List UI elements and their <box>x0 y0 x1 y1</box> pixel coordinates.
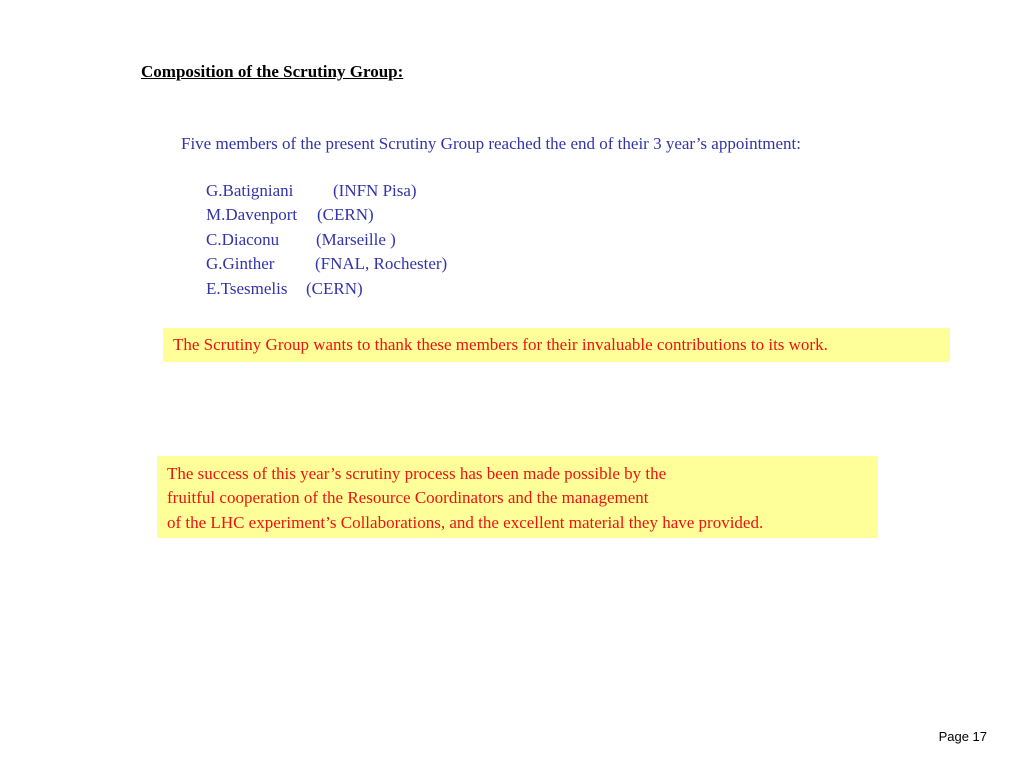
success-text-line: of the LHC experiment’s Collaborations, and the excellent material they have provided. <box>167 512 764 532</box>
page-number: Page 17 <box>938 729 987 744</box>
member-affiliation: (Marseille ) <box>316 229 396 249</box>
member-affiliation: (FNAL, Rochester) <box>315 254 448 274</box>
thanks-callout <box>163 328 950 362</box>
member-name: M.Davenport <box>206 205 298 225</box>
member-name: C.Diaconu <box>206 229 280 249</box>
section-heading: Composition of the Scrutiny Group: <box>141 62 404 81</box>
success-text-line: The success of this year’s scrutiny process has been made possible by the <box>167 464 667 483</box>
thanks-text: The Scrutiny Group wants to thank these members for their invaluable contributions to its work. <box>173 335 828 354</box>
member-name: G.Batigniani <box>206 181 294 200</box>
success-callout <box>157 456 878 538</box>
member-name: G.Ginther <box>206 254 275 274</box>
intro-text: Five members of the present Scrutiny Group reached the end of their 3 year’s appointment: <box>181 134 802 153</box>
success-text-line: fruitful cooperation of the Resource Coordinators and the management <box>167 488 649 508</box>
member-affiliation: (CERN) <box>306 278 363 298</box>
member-name: E.Tsesmelis <box>206 278 288 298</box>
member-affiliation: (INFN Pisa) <box>333 181 417 200</box>
member-affiliation: (CERN) <box>317 205 374 225</box>
